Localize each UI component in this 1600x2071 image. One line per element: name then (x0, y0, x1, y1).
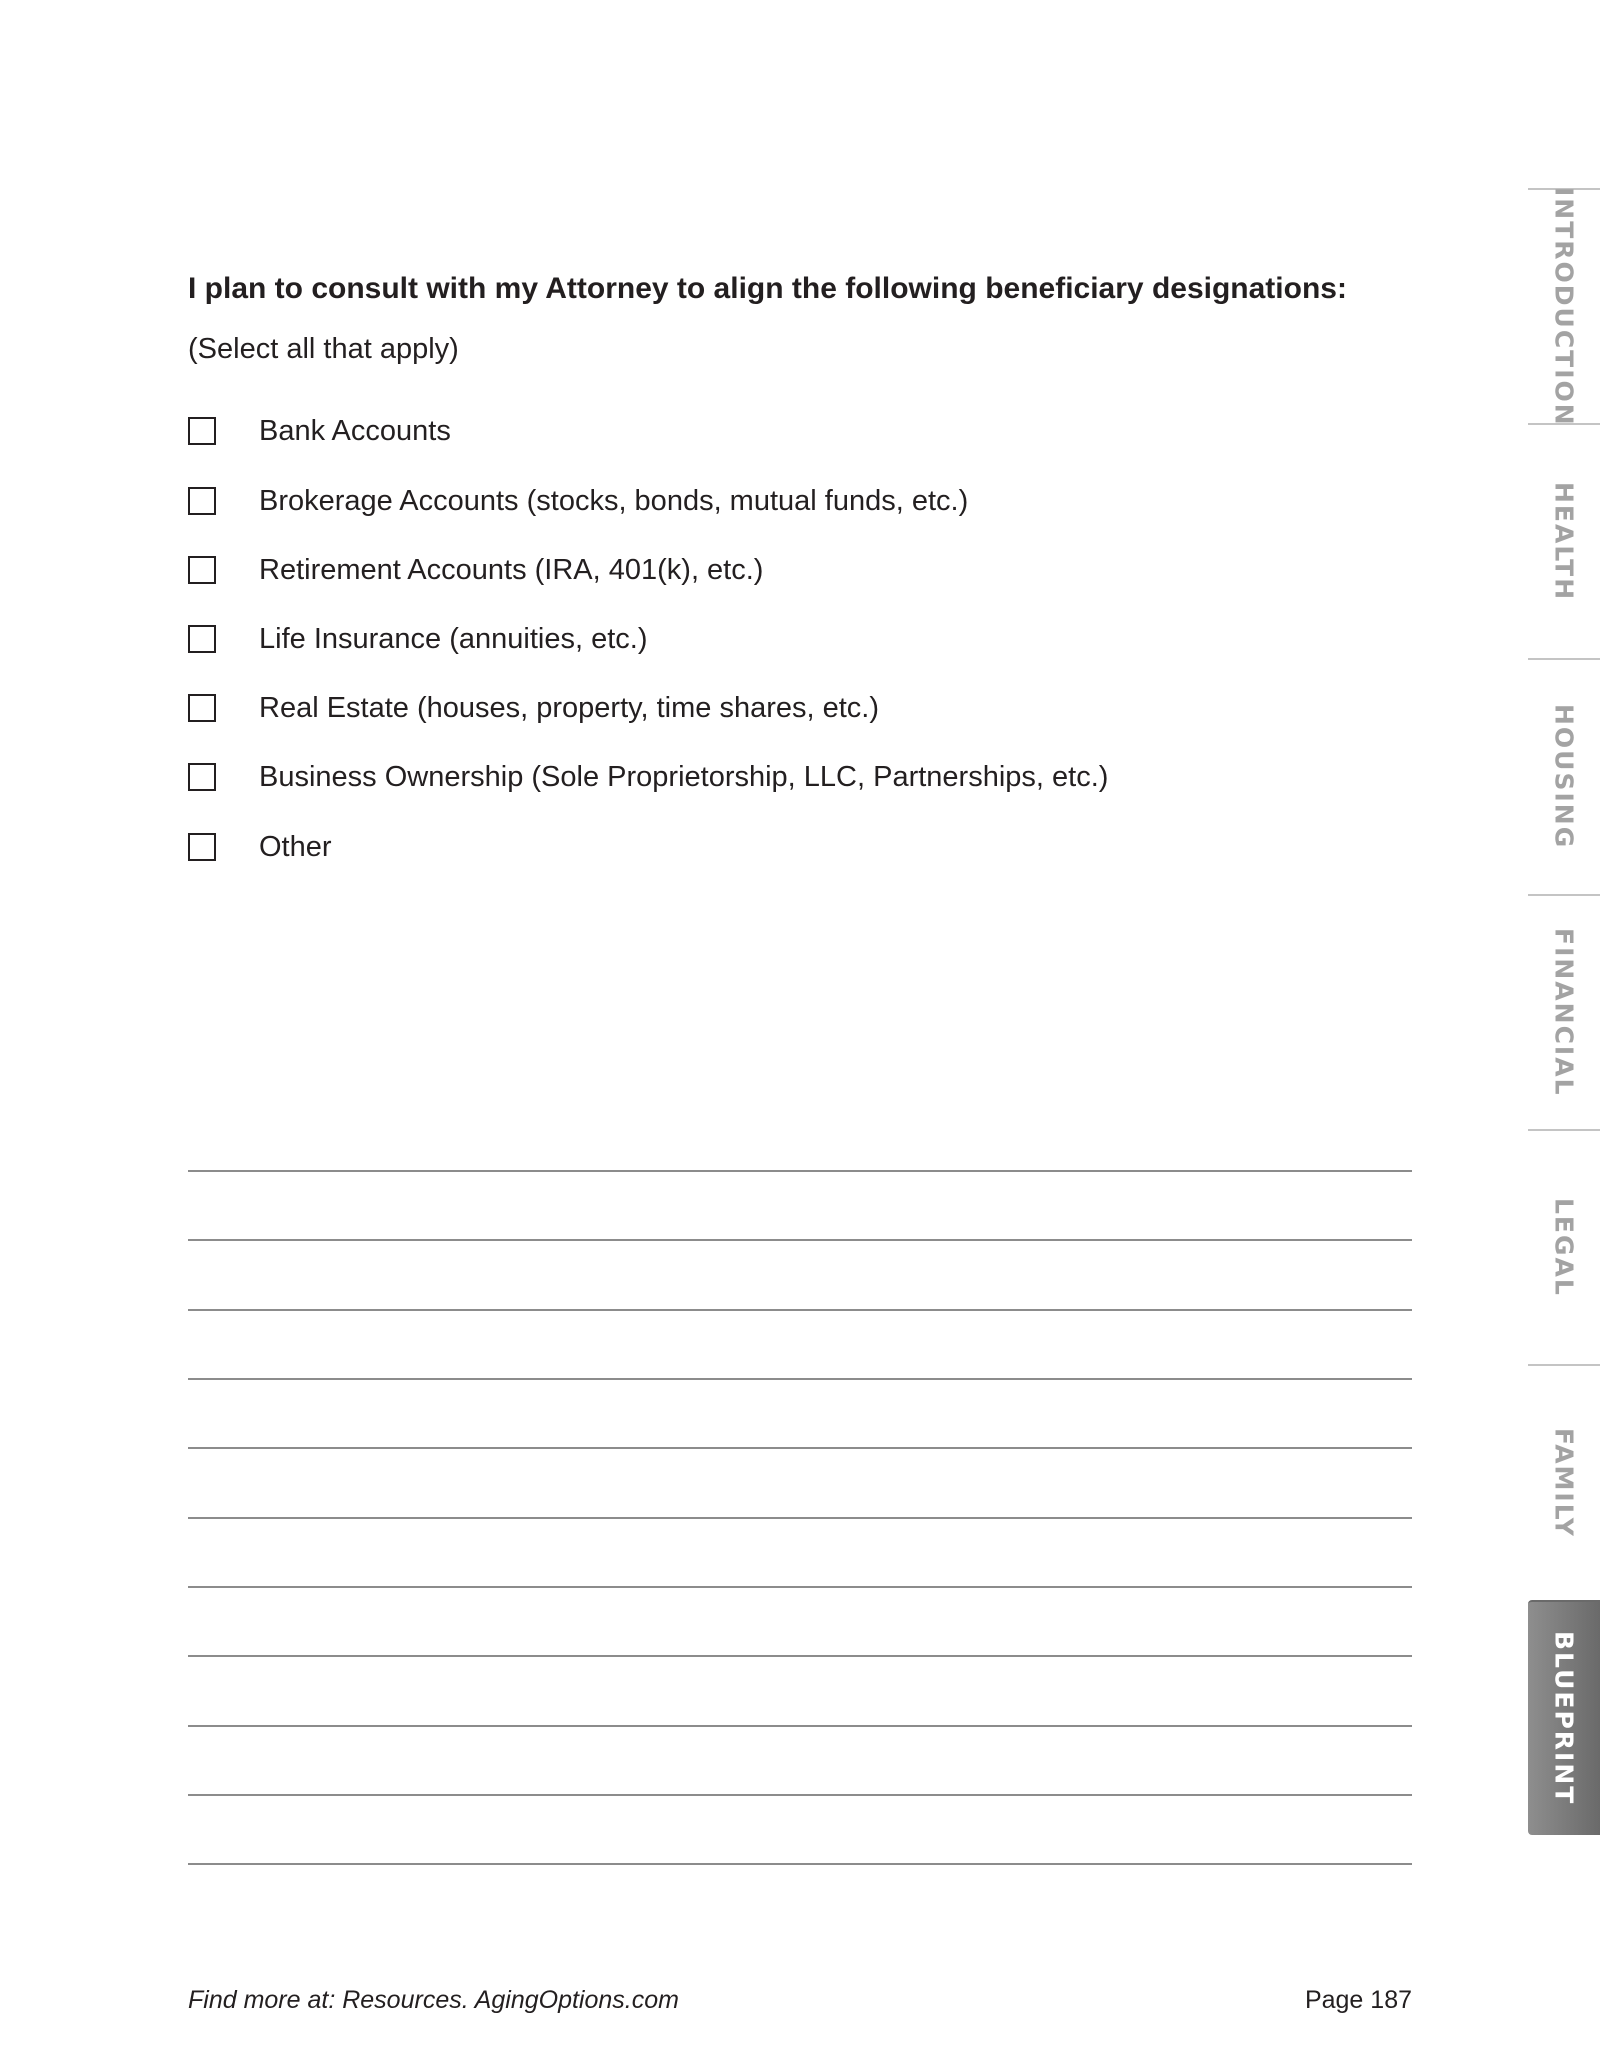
option-other[interactable] (188, 829, 332, 865)
tab-label: FINANCIAL (1549, 928, 1579, 1097)
option-label: Bank Accounts (259, 414, 451, 447)
checkbox[interactable] (188, 694, 216, 722)
tab-blueprint[interactable] (1528, 1600, 1600, 1835)
checkbox[interactable] (188, 487, 216, 515)
tab-label: INTRODUCTION (1549, 186, 1579, 427)
writing-line[interactable] (188, 1309, 1412, 1311)
writing-line[interactable] (188, 1725, 1412, 1727)
tab-health[interactable] (1528, 423, 1600, 658)
option-label: Real Estate (houses, property, time shares, etc.) (259, 691, 880, 724)
option-life-insurance[interactable] (188, 621, 647, 657)
tab-label: FAMILY (1549, 1427, 1579, 1538)
option-brokerage-accounts[interactable] (188, 483, 968, 519)
tab-label: HOUSING (1549, 703, 1579, 850)
footer-resources-link[interactable]: Find more at: Resources. AgingOptions.com (188, 1986, 679, 2014)
tab-legal[interactable] (1528, 1129, 1600, 1364)
select-instruction: (Select all that apply) (188, 333, 459, 365)
writing-line[interactable] (188, 1378, 1412, 1380)
writing-line[interactable] (188, 1794, 1412, 1796)
section-tabs (1528, 188, 1600, 1836)
writing-line[interactable] (188, 1517, 1412, 1519)
tab-label: HEALTH (1549, 481, 1579, 602)
writing-line[interactable] (188, 1447, 1412, 1449)
writing-line[interactable] (188, 1170, 1412, 1172)
tab-financial[interactable] (1528, 894, 1600, 1129)
checkbox[interactable] (188, 625, 216, 653)
tab-label: LEGAL (1549, 1198, 1579, 1297)
writing-line[interactable] (188, 1655, 1412, 1657)
tab-label: BLUEPRINT (1549, 1631, 1579, 1806)
option-label: Retirement Accounts (IRA, 401(k), etc.) (259, 553, 764, 586)
option-label: Business Ownership (Sole Proprietorship, LLC, Partnerships, etc.) (259, 760, 1109, 793)
option-label: Other (259, 830, 332, 863)
option-business-ownership[interactable] (188, 759, 1108, 795)
tab-housing[interactable] (1528, 658, 1600, 893)
writing-line[interactable] (188, 1863, 1412, 1865)
page-heading: I plan to consult with my Attorney to align the following beneficiary designations: (188, 272, 1347, 305)
page-number: Page 187 (1304, 1986, 1412, 2014)
option-label: Brokerage Accounts (stocks, bonds, mutual funds, etc.) (259, 484, 969, 517)
tab-introduction[interactable] (1528, 186, 1600, 427)
checkbox[interactable] (188, 417, 216, 445)
writing-line[interactable] (188, 1586, 1412, 1588)
checkbox[interactable] (188, 763, 216, 791)
option-real-estate[interactable] (188, 690, 879, 726)
option-retirement-accounts[interactable] (188, 552, 763, 588)
option-label: Life Insurance (annuities, etc.) (259, 622, 648, 655)
tab-family[interactable] (1528, 1364, 1600, 1599)
checkbox[interactable] (188, 556, 216, 584)
writing-line[interactable] (188, 1239, 1412, 1241)
option-bank-accounts[interactable] (188, 413, 451, 449)
checkbox[interactable] (188, 833, 216, 861)
